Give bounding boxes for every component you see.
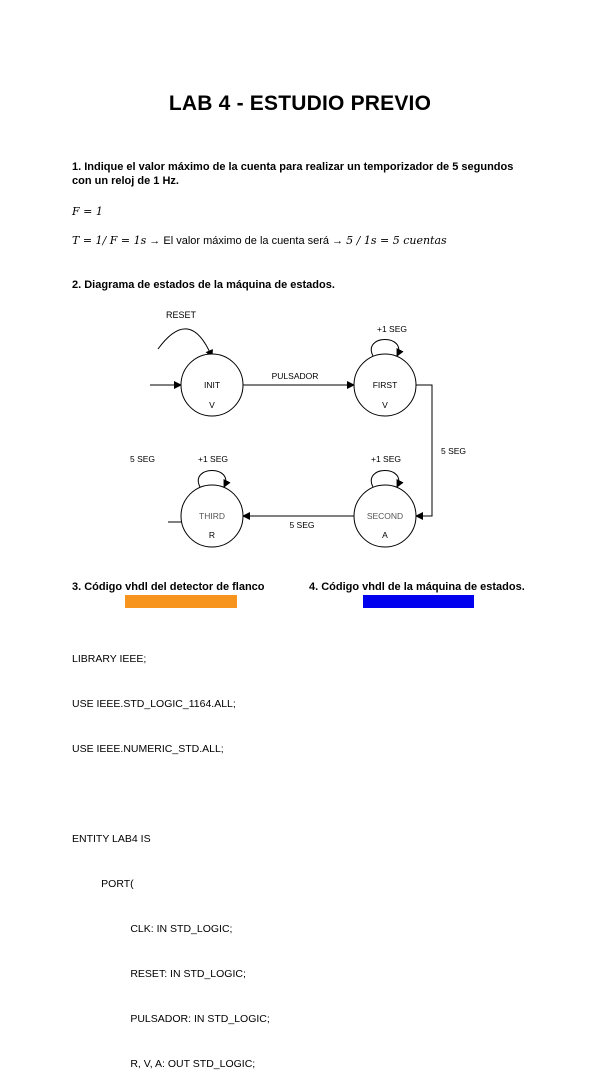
formula-period-result: 5 / 1s = 5 cuentas xyxy=(346,234,447,247)
second-loop-label: +1 SEG xyxy=(370,454,402,464)
code-line: CLK: IN STD_LOGIC; xyxy=(72,923,233,935)
state-second-output: A xyxy=(382,530,388,540)
reset-label: RESET xyxy=(166,310,197,320)
code-line: R, V, A: OUT STD_LOGIC; xyxy=(72,1058,256,1070)
arrow-right-icon: → xyxy=(149,235,161,247)
formula-period-left: T = 1/ F = 1s xyxy=(72,234,147,247)
formula-frequency-text: F = 1 xyxy=(72,205,103,218)
state-diagram xyxy=(0,300,600,560)
state-first-output: V xyxy=(382,400,388,410)
third-loop-label: +1 SEG xyxy=(197,454,229,464)
state-third-output: R xyxy=(208,530,216,540)
question-1-line-1: 1. Indique el valor máximo de la cuenta para realizar un temporizador de 5 segundos xyxy=(72,161,514,173)
formula-period xyxy=(72,234,447,247)
code-line: ENTITY LAB4 IS xyxy=(72,833,151,845)
page-title: LAB 4 - ESTUDIO PREVIO xyxy=(168,92,432,115)
code-line: PULSADOR: IN STD_LOGIC; xyxy=(72,1013,270,1025)
code-line: USE IEEE.STD_LOGIC_1164.ALL; xyxy=(72,698,236,710)
reset-arrow xyxy=(158,329,212,357)
code-line xyxy=(72,787,270,802)
state-init-output: V xyxy=(209,400,215,410)
q4-highlight-bar xyxy=(363,595,474,608)
formula-period-text: El valor máximo de la cuenta será xyxy=(163,235,330,247)
question-2: 2. Diagrama de estados de la máquina de estados. xyxy=(72,279,335,291)
q3-highlight-bar xyxy=(125,595,237,608)
code-line: RESET: IN STD_LOGIC; xyxy=(72,968,246,980)
state-second-name: SECOND xyxy=(366,511,404,521)
state-third-name: THIRD xyxy=(199,511,225,521)
question-3: 3. Código vhdl del detector de flanco xyxy=(72,581,265,593)
third-exit-label: 5 SEG xyxy=(130,454,156,464)
question-1-line-2: con un reloj de 1 Hz. xyxy=(72,175,179,187)
first-to-second-arrow xyxy=(416,385,432,516)
formula-frequency xyxy=(72,205,103,218)
pulsador-label: PULSADOR xyxy=(271,371,319,381)
state-first-name: FIRST xyxy=(372,380,398,390)
second-to-third-label: 5 SEG xyxy=(289,520,315,530)
vhdl-code xyxy=(72,622,270,1087)
state-init-name: INIT xyxy=(203,380,221,390)
code-line: PORT( xyxy=(72,878,134,890)
arrow-right-icon: → xyxy=(332,235,344,247)
question-1 xyxy=(72,160,513,188)
question-4: 4. Código vhdl de la máquina de estados. xyxy=(309,581,525,593)
first-loop-label: +1 SEG xyxy=(376,324,408,334)
code-line: LIBRARY IEEE; xyxy=(72,653,147,665)
first-to-second-label: 5 SEG xyxy=(441,446,467,456)
code-line: USE IEEE.NUMERIC_STD.ALL; xyxy=(72,743,224,755)
